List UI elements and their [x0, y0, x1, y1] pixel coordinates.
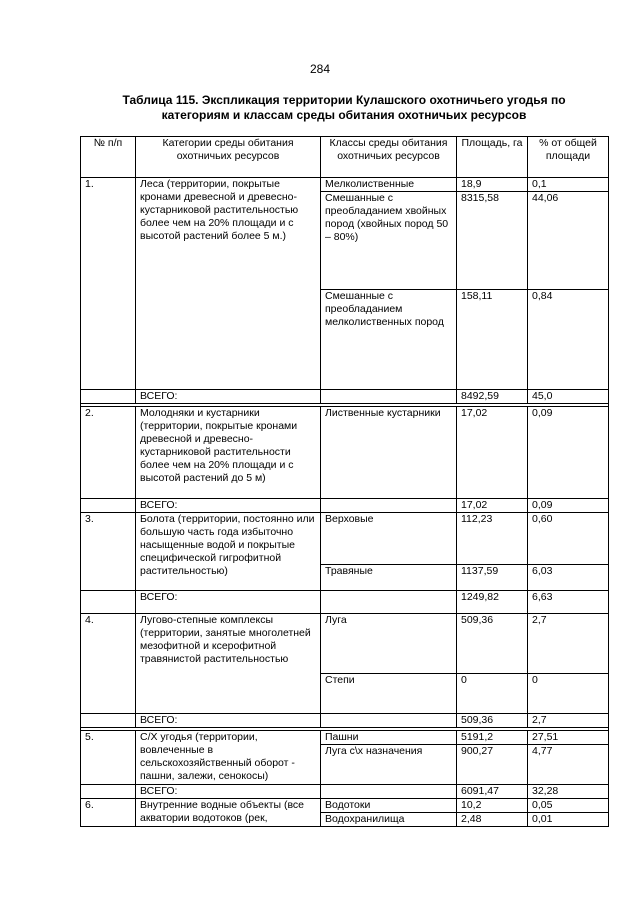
class-cell: Смешанные с преобладанием хвойных пород (хвойных пород 50 – 80%) — [321, 192, 457, 290]
total-area: 6091,47 — [457, 785, 528, 799]
percent-cell: 4,77 — [528, 745, 609, 785]
row-number: 3. — [81, 513, 136, 591]
percent-cell: 0,60 — [528, 513, 609, 565]
total-row — [81, 499, 609, 513]
class-cell: Степи — [321, 674, 457, 714]
class-cell: Верховые — [321, 513, 457, 565]
area-cell: 112,23 — [457, 513, 528, 565]
header-area: Площадь, га — [457, 137, 528, 178]
category-cell: Болота (территории, постоянно или большую часть года избыточно насыщенные водой и покрытые специфической гигрофитной растительностью) — [136, 513, 321, 591]
total-label: ВСЕГО: — [136, 714, 321, 728]
category-cell: Лугово-степные комплексы (территории, занятые многолетней мезофитной и ксерофитной травянистой растительностью — [136, 614, 321, 714]
total-percent: 32,28 — [528, 785, 609, 799]
table-row — [81, 799, 609, 813]
percent-cell: 0,01 — [528, 813, 609, 827]
header-num: № п/п — [81, 137, 136, 178]
category-cell: С/Х угодья (территории, вовлеченные в сельскохозяйственный оборот - пашни, залежи, сенокосы) — [136, 731, 321, 785]
table-row — [81, 178, 609, 192]
percent-cell: 0,05 — [528, 799, 609, 813]
page-number: 284 — [309, 62, 331, 76]
percent-cell: 0,84 — [528, 290, 609, 390]
table-title — [80, 93, 608, 123]
area-cell: 17,02 — [457, 407, 528, 499]
category-cell: Внутренние водные объекты (все акватории водотоков (рек, — [136, 799, 321, 827]
row-number: 1. — [81, 178, 136, 390]
percent-cell: 44,06 — [528, 192, 609, 290]
class-cell: Пашни — [321, 731, 457, 745]
class-cell: Лиственные кустарники — [321, 407, 457, 499]
table-row — [81, 614, 609, 674]
table-row — [81, 513, 609, 565]
explication-table — [80, 136, 609, 827]
total-area: 1249,82 — [457, 591, 528, 614]
area-cell: 5191,2 — [457, 731, 528, 745]
title-line-2: категориям и классам среды обитания охотничьих ресурсов — [161, 108, 527, 122]
row-number: 5. — [81, 731, 136, 785]
area-cell: 900,27 — [457, 745, 528, 785]
category-cell: Леса (территории, покрытые кронами древесной и древесно-кустарниковой растительностью более чем на 20% площади и с высотой растений более 5 м.) — [136, 178, 321, 390]
class-cell: Луга — [321, 614, 457, 674]
area-cell: 18,9 — [457, 178, 528, 192]
class-cell: Луга с\х назначения — [321, 745, 457, 785]
total-label: ВСЕГО: — [136, 591, 321, 614]
total-percent: 2,7 — [528, 714, 609, 728]
area-cell: 509,36 — [457, 614, 528, 674]
total-label: ВСЕГО: — [136, 785, 321, 799]
area-cell: 1137,59 — [457, 565, 528, 591]
area-cell: 10,2 — [457, 799, 528, 813]
title-line-1: Таблица 115. Экспликация территории Кулашского охотничьего угодья по — [122, 93, 566, 107]
total-area: 17,02 — [457, 499, 528, 513]
header-category: Категории среды обитания охотничьих ресурсов — [136, 137, 321, 178]
total-row — [81, 785, 609, 799]
class-cell: Водотоки — [321, 799, 457, 813]
class-cell: Смешанные с преобладанием мелколиственных пород — [321, 290, 457, 390]
class-cell: Мелколиственные — [321, 178, 457, 192]
percent-cell: 27,51 — [528, 731, 609, 745]
total-row — [81, 714, 609, 728]
total-percent: 6,63 — [528, 591, 609, 614]
total-label: ВСЕГО: — [136, 499, 321, 513]
area-cell: 2,48 — [457, 813, 528, 827]
header-class: Классы среды обитания охотничьих ресурсов — [321, 137, 457, 178]
percent-cell: 0 — [528, 674, 609, 714]
row-number: 4. — [81, 614, 136, 714]
category-cell: Молодняки и кустарники (территории, покрытые кронами древесной и древесно- кустарниковой растительности более чем на 20% площади и с высотой растений до 5 м) — [136, 407, 321, 499]
total-percent: 0,09 — [528, 499, 609, 513]
header-percent: % от общей площади — [528, 137, 609, 178]
area-cell: 8315,58 — [457, 192, 528, 290]
class-cell: Травяные — [321, 565, 457, 591]
percent-cell: 6,03 — [528, 565, 609, 591]
percent-cell: 0,1 — [528, 178, 609, 192]
total-area: 8492,59 — [457, 390, 528, 404]
total-percent: 45,0 — [528, 390, 609, 404]
area-cell: 158,11 — [457, 290, 528, 390]
total-label: ВСЕГО: — [136, 390, 321, 404]
area-cell: 0 — [457, 674, 528, 714]
row-number: 2. — [81, 407, 136, 499]
percent-cell: 2,7 — [528, 614, 609, 674]
total-area: 509,36 — [457, 714, 528, 728]
table-row — [81, 407, 609, 499]
row-number: 6. — [81, 799, 136, 827]
table-row — [81, 731, 609, 745]
total-row — [81, 591, 609, 614]
header-row — [81, 137, 609, 178]
percent-cell: 0,09 — [528, 407, 609, 499]
class-cell: Водохранилища — [321, 813, 457, 827]
total-row — [81, 390, 609, 404]
